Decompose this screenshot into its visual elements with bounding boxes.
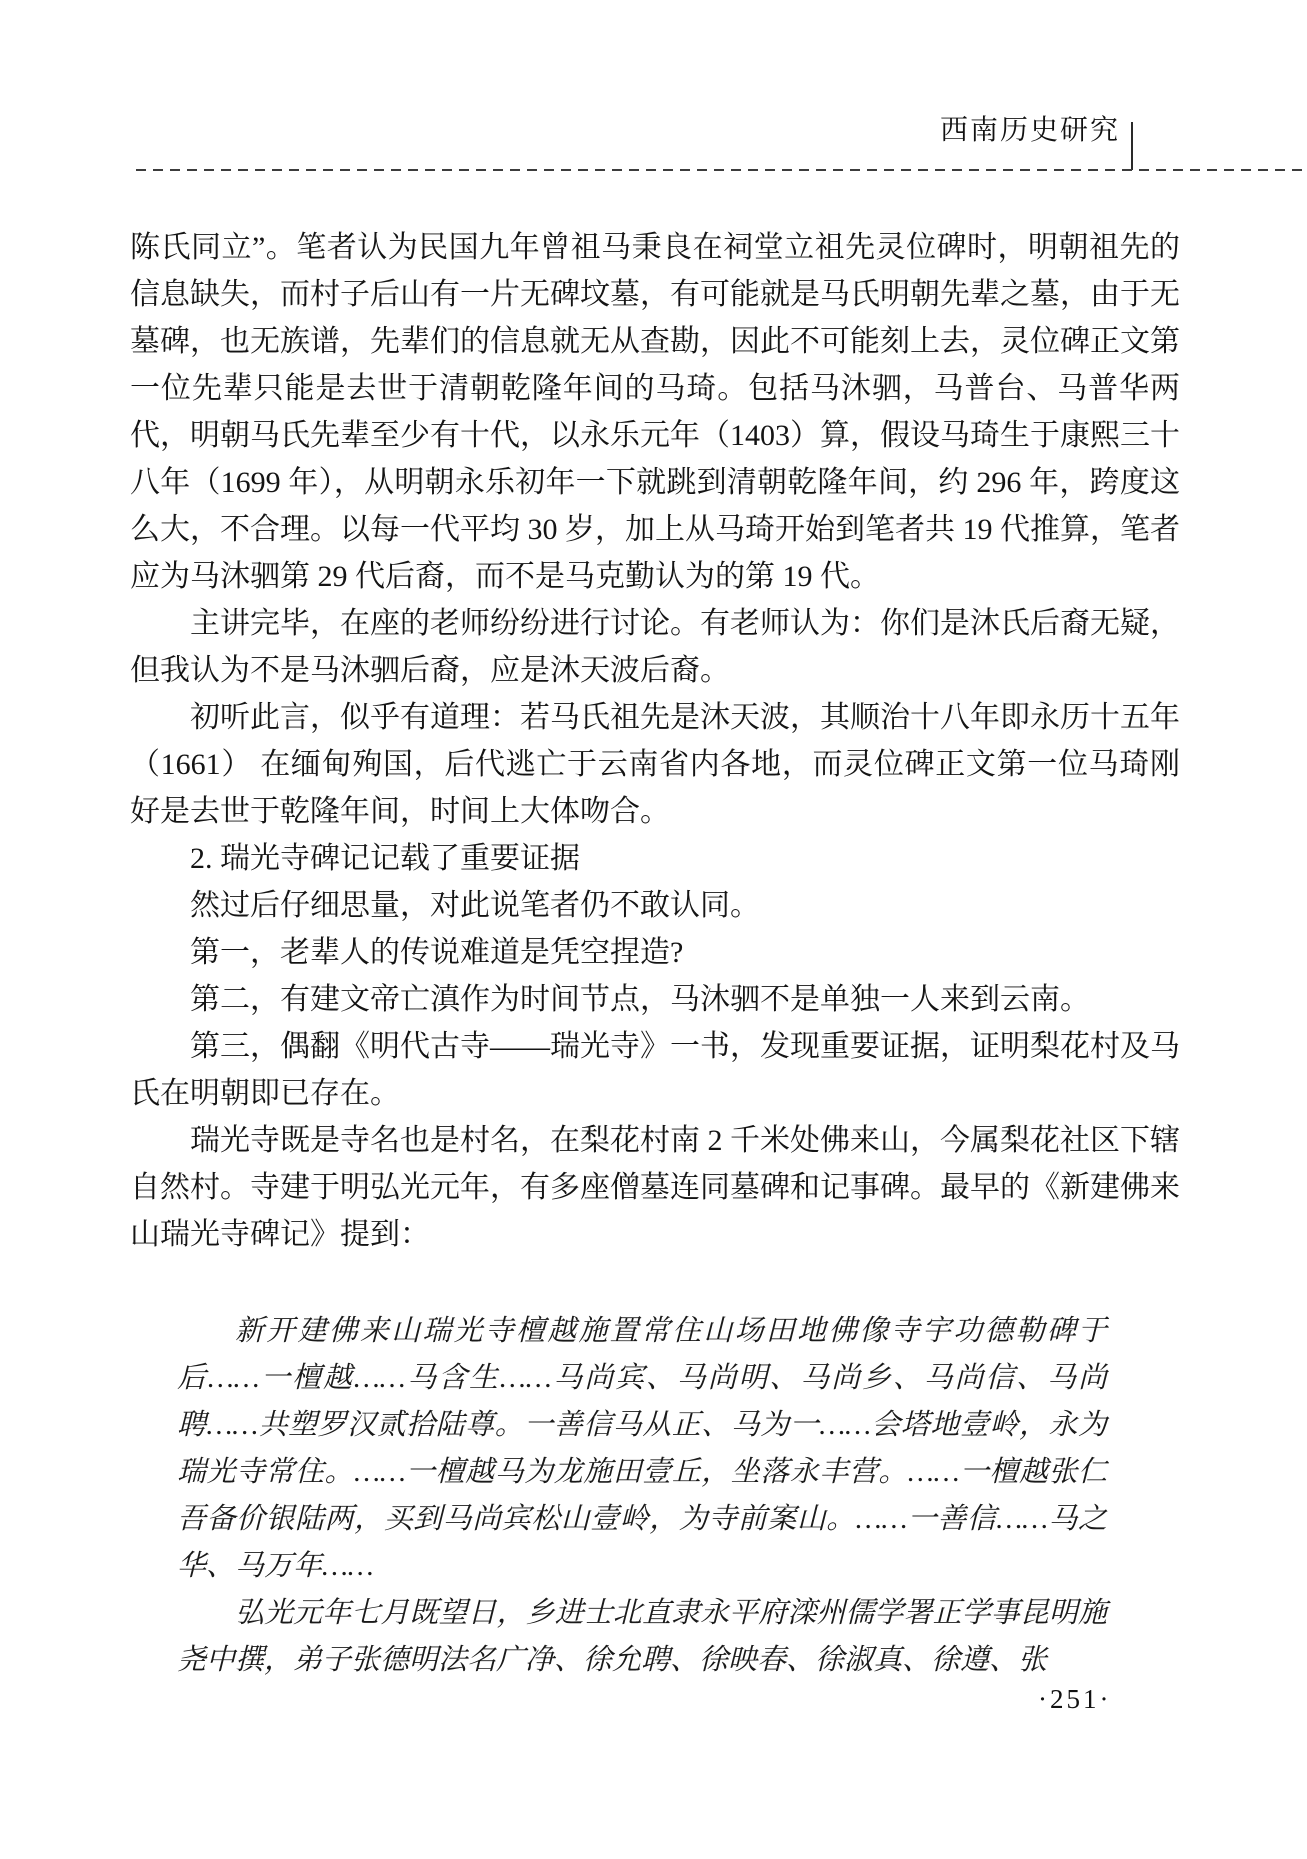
body-paragraph: 第一，老辈人的传说难道是凭空捏造?: [190, 936, 684, 969]
section-heading: 2. 瑞光寺碑记记载了重要证据: [190, 842, 580, 875]
journal-title: 西南历史研究: [939, 115, 1120, 146]
body-paragraph: 瑞光寺既是寺名也是村名，在梨花村南 2 千米处佛来山，今属梨花社区下辖自然村。寺建于明弘光元年，有多座僧墓连同墓碑和记事碑。最早的《新建佛来山瑞光寺碑记》提到：: [130, 1124, 1180, 1251]
body-paragraph: 然过后仔细思量，对此说笔者仍不敢认同。: [190, 889, 760, 922]
body-paragraph: 主讲完毕，在座的老师纷纷进行讨论。有老师认为：你们是沐氏后裔无疑，但我认为不是马沐驷后裔，应是沐天波后裔。: [130, 607, 1180, 687]
stele-quote-block: [177, 1308, 1107, 1684]
header-divider-bar: [1131, 122, 1133, 170]
quote-paragraph: 新开建佛来山瑞光寺檀越施置常住山场田地佛像寺宇功德勒碑于后……一檀越……马含生……马尚宾、马尚明、马尚乡、马尚信、马尚聘……共塑罗汉贰拾陆尊。一善信马从正、马为一……会塔地壹岭，永为瑞光寺常住。……一檀越马为龙施田壹丘，坐落永丰营。……一檀越张仁吾备价银陆两，买到马尚宾松山壹岭，为寺前案山。……一善信……马之华、马万年……: [177, 1315, 1107, 1582]
body-paragraph: 第三，偶翻《明代古寺——瑞光寺》一书，发现重要证据，证明梨花村及马氏在明朝即已存在。: [130, 1030, 1180, 1110]
body-text: [130, 224, 1180, 1258]
body-paragraph: 陈氏同立”。笔者认为民国九年曾祖马秉良在祠堂立祖先灵位碑时，明朝祖先的信息缺失，而村子后山有一片无碑坟墓，有可能就是马氏明朝先辈之墓，由于无墓碑，也无族谱，先辈们的信息就无从查勘，因此不可能刻上去，灵位碑正文第一位先辈只能是去世于清朝乾隆年间的马琦。包括马沐驷，马普台、马普华两代，明朝马氏先辈至少有十代，以永乐元年（1403）算，假设马琦生于康熙三十八年（1699 年），从明朝永乐初年一下就跳到清朝乾隆年间，约 296 年，跨度这么大，不合理。以每一代平均 30 岁，加上从马琦开始到笔者共 19 代推算，笔者应为马沐驷第 29 代后裔，而不是马克勤认为的第 19 代。: [130, 231, 1180, 593]
body-paragraph: 第二，有建文帝亡滇作为时间节点，马沐驷不是单独一人来到云南。: [190, 983, 1090, 1016]
page-number: ·251·: [1038, 1684, 1112, 1714]
quote-paragraph: 弘光元年七月既望日，乡进士北直隶永平府滦州儒学署正学事昆明施尧中撰，弟子张德明法名广净、徐允聘、徐映春、徐淑真、徐遵、张: [177, 1597, 1107, 1676]
body-paragraph: 初听此言，似乎有道理：若马氏祖先是沐天波，其顺治十八年即永历十五年（1661） 在缅甸殉国，后代逃亡于云南省内各地，而灵位碑正文第一位马琦刚好是去世于乾隆年间，时间上大体吻合。: [130, 701, 1180, 828]
header-dashed-rule: [136, 169, 1307, 171]
